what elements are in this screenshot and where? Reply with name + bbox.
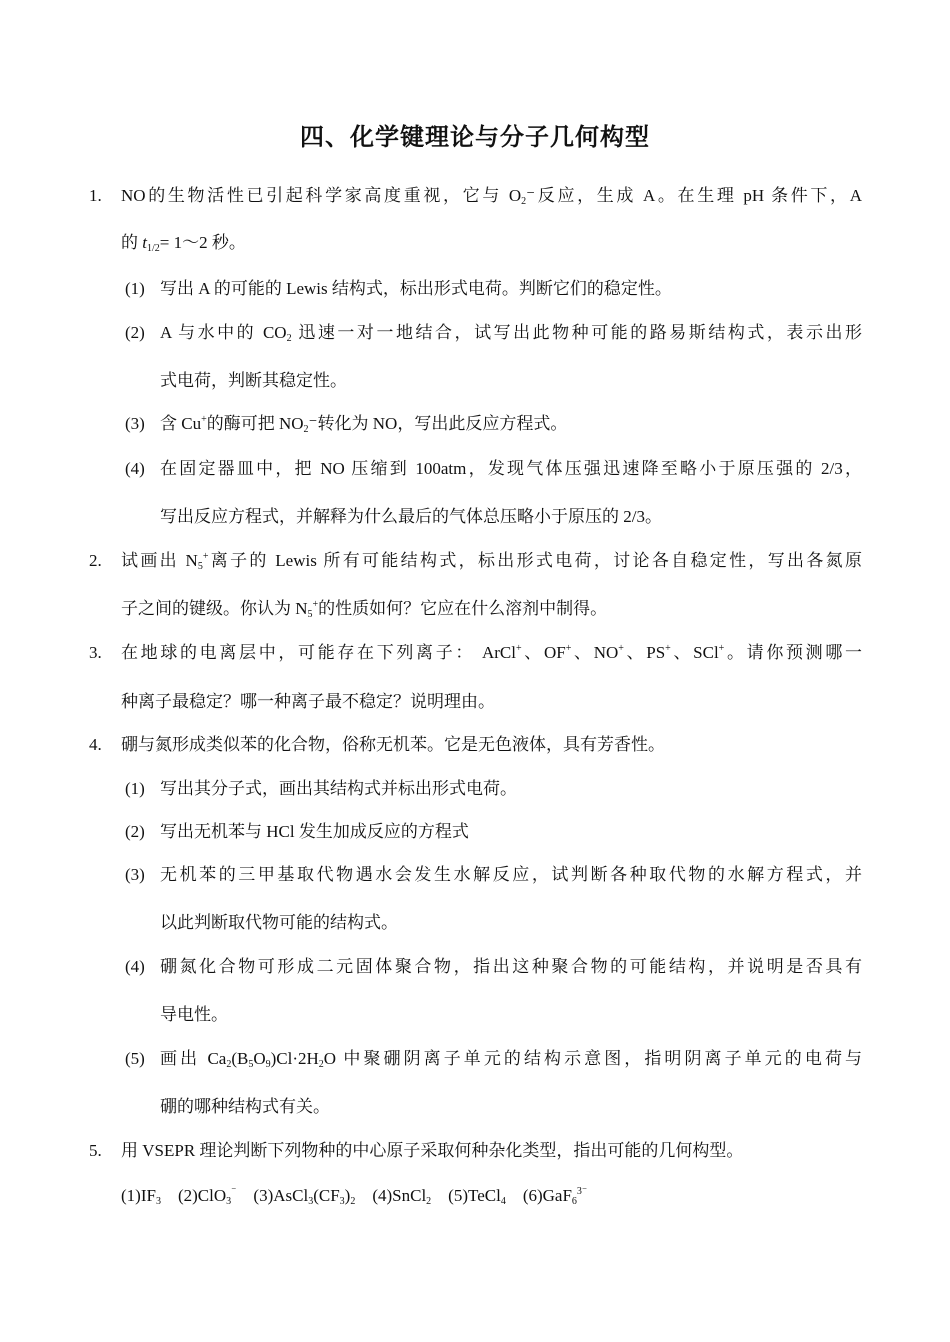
q4-sub5-number: (5) (125, 1049, 145, 1068)
q1-sub2-number: (2) (125, 323, 145, 342)
q2-line-2: 子之间的键级。你认为 $N_5^+$的性质如何？它应在什么溶剂中制得。 (121, 599, 608, 620)
page-title: 四、化学键理论与分子几何构型 (300, 123, 650, 151)
q1-sub2-continuation: 式电荷，判断其稳定性。 (160, 371, 347, 390)
q1-sub4-text: 在固定器皿中，把 NO 压缩到 100atm，发现气体压强迅速降至略小于原压强的 2/3， (160, 459, 862, 478)
q2-number: 2. (89, 551, 102, 570)
q1-sub4-continuation: 写出反应方程式，并解释为什么最后的气体总压略小于原压的 2/3。 (160, 507, 662, 526)
q4-sub5-text: 画出 $Ca_2(B_5O_9)Cl\cdot 2H_2O$ 中聚硼阴离子单元的结构示意图，指明阴离子单元的电荷与 (160, 1049, 863, 1070)
q4-sub4-text: 硼氮化合物可形成二元固体聚合物，指出这种聚合物的可能结构，并说明是否具有 (160, 957, 862, 976)
q4-number: 4. (89, 735, 102, 754)
q5-item-2: (2)ClO$_3$⁻ (177, 1186, 237, 1207)
q5-item-4: (4)SnCl$_2$ (372, 1186, 432, 1207)
q1-sub3-number: (3) (125, 414, 145, 433)
q5-item-6: (6)GaF$_6^{3^-}$ (522, 1186, 588, 1207)
q3-line-1: 在地球的电离层中，可能存在下列离子： ArCl+、OF+、NO+、PS+、SCl+。请你预测哪一 (121, 643, 863, 662)
q4-sub4-continuation: 导电性。 (160, 1005, 228, 1024)
q1-sub4-number: (4) (125, 459, 145, 478)
q5-item-3: $(3)AsCl_3(CF_3)_2$ (253, 1186, 356, 1207)
q1-sub1-text: 写出 A 的可能的 Lewis 结构式，标出形式电荷。判断它们的稳定性。 (160, 279, 672, 298)
q4-line-1: 硼与氮形成类似苯的化合物，俗称无机苯。它是无色液体，具有芳香性。 (121, 735, 665, 754)
q1-line-2: 的 $t_{1/2}=$ 1～2 秒。 (121, 233, 246, 254)
q4-sub4-number: (4) (125, 957, 145, 976)
q5-item-5: (5)TeCl$_4$ (448, 1186, 506, 1207)
q4-sub3-number: (3) (125, 865, 145, 884)
q1-number: 1. (89, 186, 102, 205)
q1-sub1-number: (1) (125, 279, 145, 298)
q4-sub2-number: (2) (125, 822, 145, 841)
q4-sub3-continuation: 以此判断取代物可能的结构式。 (160, 913, 398, 932)
q3-number: 3. (89, 643, 102, 662)
q1-line-1: NO的生物活性已引起科学家高度重视，它与 $O_2^-$反应，生成 A。在生理 pH 条件下，A (121, 186, 862, 207)
q5-number: 5. (89, 1141, 102, 1160)
q3-line-2: 种离子最稳定？哪一种离子最不稳定？说明理由。 (121, 692, 495, 711)
q4-sub1-text: 写出其分子式，画出其结构式并标出形式电荷。 (160, 779, 517, 798)
q4-sub2-text: 写出无机苯与 HCl 发生加成反应的方程式 (160, 822, 469, 841)
q4-sub5-continuation: 硼的哪种结构式有关。 (160, 1097, 330, 1116)
q4-sub3-text: 无机苯的三甲基取代物遇水会发生水解反应，试判断各种取代物的水解方程式，并 (160, 865, 862, 884)
q5-item-1: $(1)IF_3$ (121, 1186, 161, 1207)
q4-sub1-number: (1) (125, 779, 145, 798)
q2-line-1: 试画出 $N_5^+$离子的 Lewis 所有可能结构式，标出形式电荷，讨论各自稳定性，写出各氮原 (121, 551, 863, 572)
q5-line-1: 用 VSEPR 理论判断下列物种的中心原子采取何种杂化类型，指出可能的几何构型。 (121, 1141, 744, 1160)
q1-sub2-text: A 与水中的 $CO_2$ 迅速一对一地结合，试写出此物种可能的路易斯结构式，表示出形 (160, 323, 862, 344)
q1-sub3-text: 含 Cu+的酶可把 $NO_2^-$转化为 NO，写出此反应方程式。 (160, 414, 568, 435)
q5-species-list (121, 1183, 587, 1209)
